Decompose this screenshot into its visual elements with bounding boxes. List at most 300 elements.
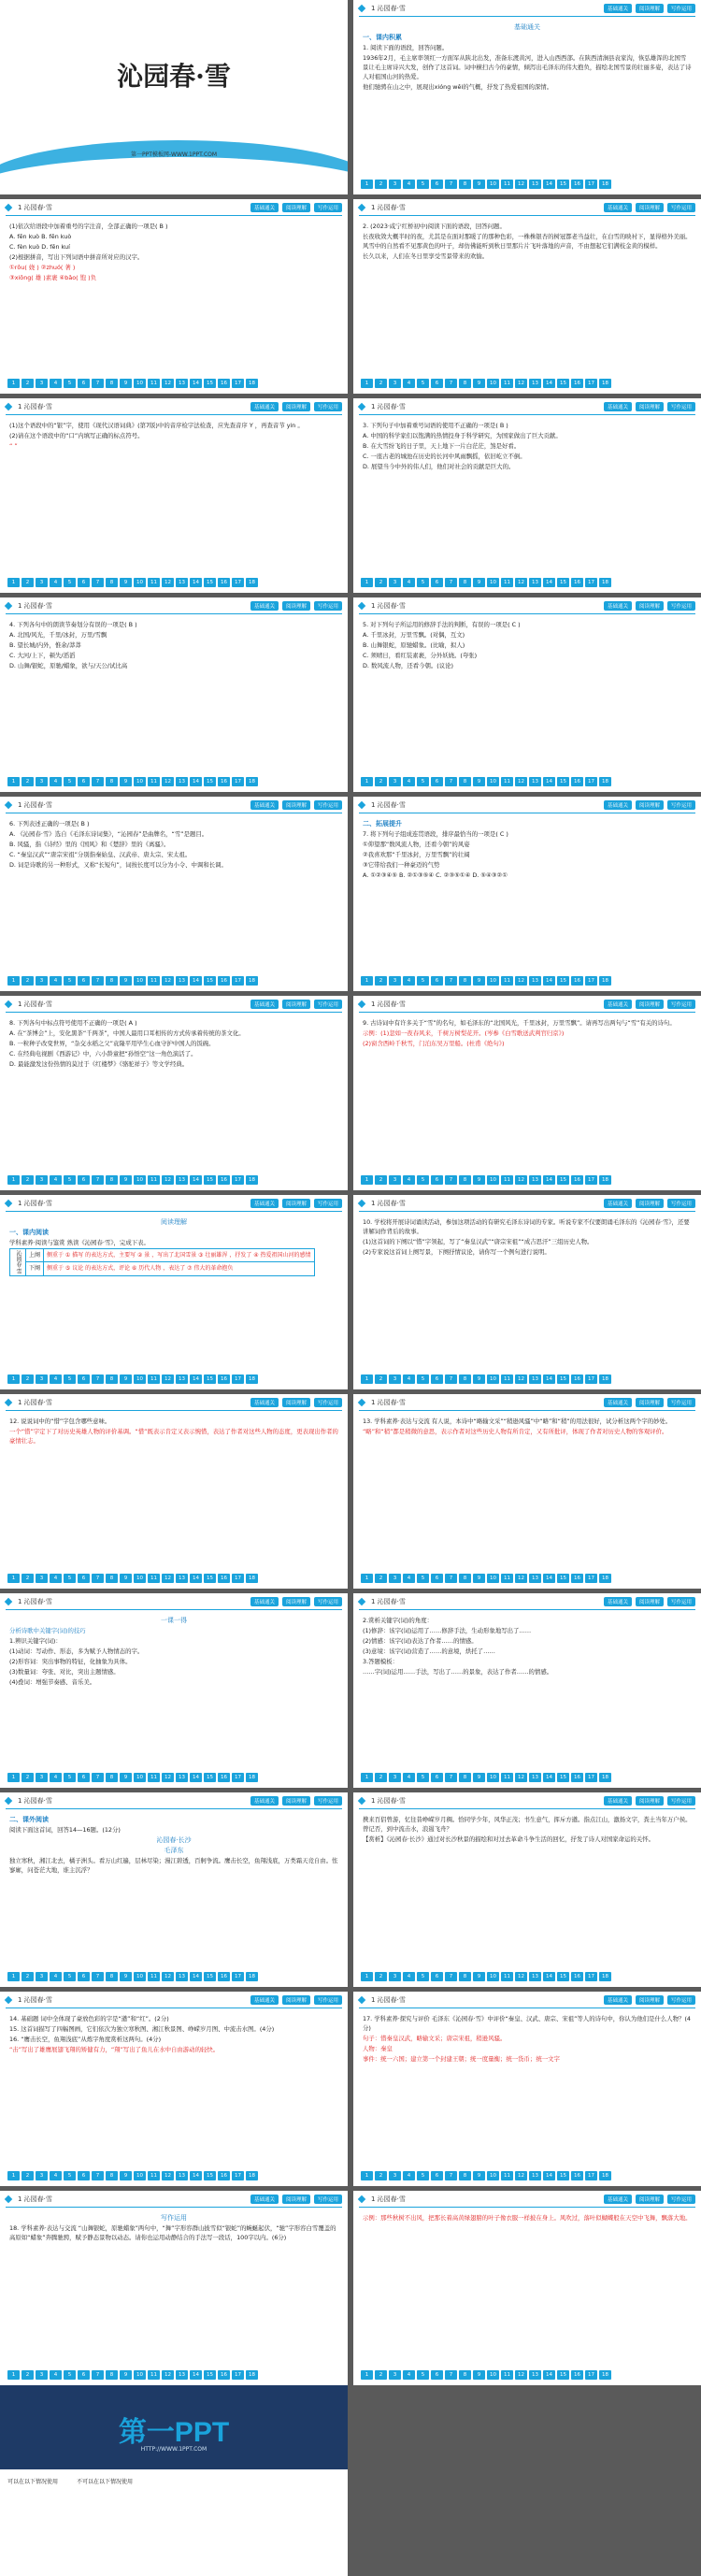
page-nav-button[interactable]: 10: [134, 1574, 146, 1583]
page-nav-button[interactable]: 6: [431, 180, 443, 189]
page-nav-button[interactable]: 5: [417, 1574, 429, 1583]
page-nav-button[interactable]: 11: [148, 1972, 160, 1981]
page-nav-button[interactable]: 4: [403, 777, 415, 786]
page-nav-button[interactable]: 15: [557, 1773, 569, 1782]
page-nav-button[interactable]: 7: [445, 1175, 457, 1185]
page-nav-button[interactable]: 9: [120, 2171, 132, 2180]
page-nav-button[interactable]: 8: [459, 2370, 471, 2380]
page-nav-button[interactable]: 1: [361, 777, 373, 786]
page-nav-button[interactable]: 13: [176, 2171, 188, 2180]
page-nav-button[interactable]: 7: [92, 1374, 104, 1384]
page-nav-button[interactable]: 3: [389, 1972, 401, 1981]
page-nav-button[interactable]: 2: [375, 1374, 387, 1384]
page-nav-button[interactable]: 11: [501, 1972, 513, 1981]
page-nav-button[interactable]: 1: [7, 976, 20, 986]
page-nav-button[interactable]: 16: [218, 777, 230, 786]
page-nav-button[interactable]: 18: [246, 1773, 258, 1782]
section-tab[interactable]: 基础通关: [250, 402, 279, 411]
page-nav-button[interactable]: 7: [445, 976, 457, 986]
page-nav-button[interactable]: 10: [487, 180, 499, 189]
page-nav-button[interactable]: 16: [571, 1972, 583, 1981]
page-nav-button[interactable]: 16: [571, 578, 583, 587]
page-nav-button[interactable]: 5: [64, 2171, 76, 2180]
section-tab[interactable]: 阅读理解: [636, 1995, 664, 2005]
section-tab[interactable]: 写作运用: [314, 1199, 342, 1208]
page-nav-button[interactable]: 1: [7, 777, 20, 786]
page-nav-button[interactable]: 13: [529, 1374, 541, 1384]
page-nav-button[interactable]: 6: [431, 777, 443, 786]
page-nav-button[interactable]: 12: [162, 578, 174, 587]
page-nav-button[interactable]: 17: [585, 1374, 597, 1384]
page-nav-button[interactable]: 17: [232, 1374, 244, 1384]
page-nav-button[interactable]: 11: [501, 1374, 513, 1384]
page-nav-button[interactable]: 2: [375, 379, 387, 388]
page-nav-button[interactable]: 16: [571, 180, 583, 189]
page-nav-button[interactable]: 18: [599, 2370, 611, 2380]
page-nav-button[interactable]: 12: [162, 1175, 174, 1185]
page-nav-button[interactable]: 9: [473, 379, 485, 388]
page-nav-button[interactable]: 15: [557, 379, 569, 388]
page-nav-button[interactable]: 16: [218, 976, 230, 986]
page-nav-button[interactable]: 18: [246, 379, 258, 388]
page-nav-button[interactable]: 1: [361, 976, 373, 986]
section-tab[interactable]: 阅读理解: [636, 800, 664, 810]
page-nav-button[interactable]: 3: [389, 578, 401, 587]
page-nav-button[interactable]: 18: [246, 976, 258, 986]
page-nav-button[interactable]: 17: [232, 1972, 244, 1981]
page-nav-button[interactable]: 8: [459, 2171, 471, 2180]
page-nav-button[interactable]: 15: [204, 1972, 216, 1981]
page-nav-button[interactable]: 11: [148, 976, 160, 986]
page-nav-button[interactable]: 6: [431, 1574, 443, 1583]
page-nav-button[interactable]: 4: [403, 1972, 415, 1981]
page-nav-button[interactable]: 15: [204, 2370, 216, 2380]
page-nav-button[interactable]: 18: [599, 976, 611, 986]
page-nav-button[interactable]: 10: [134, 578, 146, 587]
page-nav-button[interactable]: 4: [50, 379, 62, 388]
page-nav-button[interactable]: 13: [176, 578, 188, 587]
page-nav-button[interactable]: 14: [543, 777, 555, 786]
page-nav-button[interactable]: 18: [599, 777, 611, 786]
page-nav-button[interactable]: 9: [473, 976, 485, 986]
page-nav-button[interactable]: 3: [389, 1374, 401, 1384]
page-nav-button[interactable]: 16: [571, 1574, 583, 1583]
page-nav-button[interactable]: 10: [487, 2171, 499, 2180]
page-nav-button[interactable]: 14: [543, 2171, 555, 2180]
page-nav-button[interactable]: 5: [417, 777, 429, 786]
section-tab[interactable]: 基础通关: [604, 1000, 632, 1009]
page-nav-button[interactable]: 3: [389, 379, 401, 388]
page-nav-button[interactable]: 9: [120, 777, 132, 786]
section-tab[interactable]: 基础通关: [604, 1398, 632, 1407]
page-nav-button[interactable]: 2: [21, 1374, 34, 1384]
page-nav-button[interactable]: 1: [7, 2370, 20, 2380]
page-nav-button[interactable]: 4: [50, 2171, 62, 2180]
section-tab[interactable]: 写作运用: [314, 2195, 342, 2204]
page-nav-button[interactable]: 12: [162, 2171, 174, 2180]
page-nav-button[interactable]: 3: [389, 2171, 401, 2180]
section-tab[interactable]: 阅读理解: [282, 1995, 310, 2005]
page-nav-button[interactable]: 2: [375, 1773, 387, 1782]
section-tab[interactable]: 基础通关: [250, 2195, 279, 2204]
page-nav-button[interactable]: 7: [92, 379, 104, 388]
page-nav-button[interactable]: 3: [389, 1773, 401, 1782]
page-nav-button[interactable]: 13: [176, 1574, 188, 1583]
page-nav-button[interactable]: 7: [445, 1972, 457, 1981]
section-tab[interactable]: 基础通关: [604, 1995, 632, 2005]
page-nav-button[interactable]: 18: [246, 2370, 258, 2380]
page-nav-button[interactable]: 3: [36, 1972, 48, 1981]
page-nav-button[interactable]: 16: [571, 1374, 583, 1384]
page-nav-button[interactable]: 6: [431, 976, 443, 986]
page-nav-button[interactable]: 12: [515, 180, 527, 189]
page-nav-button[interactable]: 8: [106, 976, 118, 986]
page-nav-button[interactable]: 11: [501, 777, 513, 786]
page-nav-button[interactable]: 17: [585, 578, 597, 587]
page-nav-button[interactable]: 8: [459, 1773, 471, 1782]
page-nav-button[interactable]: 4: [403, 2370, 415, 2380]
page-nav-button[interactable]: 11: [148, 379, 160, 388]
page-nav-button[interactable]: 13: [529, 180, 541, 189]
page-nav-button[interactable]: 8: [106, 777, 118, 786]
page-nav-button[interactable]: 1: [361, 2370, 373, 2380]
section-tab[interactable]: 写作运用: [667, 1995, 695, 2005]
page-nav-button[interactable]: 18: [246, 777, 258, 786]
page-nav-button[interactable]: 15: [557, 1175, 569, 1185]
page-nav-button[interactable]: 6: [78, 2171, 90, 2180]
page-nav-button[interactable]: 3: [36, 777, 48, 786]
page-nav-button[interactable]: 8: [106, 1972, 118, 1981]
page-nav-button[interactable]: 2: [21, 2171, 34, 2180]
page-nav-button[interactable]: 8: [459, 1574, 471, 1583]
page-nav-button[interactable]: 7: [92, 1175, 104, 1185]
page-nav-button[interactable]: 4: [403, 578, 415, 587]
page-nav-button[interactable]: 11: [148, 578, 160, 587]
page-nav-button[interactable]: 8: [459, 1374, 471, 1384]
page-nav-button[interactable]: 17: [585, 2370, 597, 2380]
page-nav-button[interactable]: 17: [232, 1175, 244, 1185]
page-nav-button[interactable]: 8: [106, 2370, 118, 2380]
page-nav-button[interactable]: 7: [445, 1773, 457, 1782]
page-nav-button[interactable]: 10: [487, 1773, 499, 1782]
page-nav-button[interactable]: 18: [599, 578, 611, 587]
page-nav-button[interactable]: 6: [78, 1773, 90, 1782]
page-nav-button[interactable]: 9: [473, 777, 485, 786]
page-nav-button[interactable]: 6: [431, 1374, 443, 1384]
section-tab[interactable]: 基础通关: [250, 1000, 279, 1009]
page-nav-button[interactable]: 4: [50, 777, 62, 786]
page-nav-button[interactable]: 4: [403, 2171, 415, 2180]
page-nav-button[interactable]: 17: [585, 1972, 597, 1981]
section-tab[interactable]: 基础通关: [250, 800, 279, 810]
page-nav-button[interactable]: 3: [389, 180, 401, 189]
page-nav-button[interactable]: 2: [21, 777, 34, 786]
page-nav-button[interactable]: 4: [403, 1175, 415, 1185]
page-nav-button[interactable]: 15: [557, 2370, 569, 2380]
page-nav-button[interactable]: 11: [148, 2171, 160, 2180]
page-nav-button[interactable]: 13: [176, 1773, 188, 1782]
page-nav-button[interactable]: 10: [134, 379, 146, 388]
page-nav-button[interactable]: 11: [148, 777, 160, 786]
page-nav-button[interactable]: 12: [162, 976, 174, 986]
page-nav-button[interactable]: 4: [403, 1773, 415, 1782]
page-nav-button[interactable]: 11: [501, 976, 513, 986]
page-nav-button[interactable]: 16: [571, 1773, 583, 1782]
page-nav-button[interactable]: 12: [162, 777, 174, 786]
section-tab[interactable]: 写作运用: [314, 203, 342, 212]
page-nav-button[interactable]: 13: [176, 1175, 188, 1185]
section-tab[interactable]: 基础通关: [604, 800, 632, 810]
page-nav-button[interactable]: 3: [389, 976, 401, 986]
page-nav-button[interactable]: 4: [50, 1175, 62, 1185]
section-tab[interactable]: 基础通关: [250, 1995, 279, 2005]
page-nav-button[interactable]: 4: [403, 180, 415, 189]
page-nav-button[interactable]: 9: [120, 578, 132, 587]
page-nav-button[interactable]: 6: [78, 379, 90, 388]
section-tab[interactable]: 写作运用: [667, 800, 695, 810]
page-nav-button[interactable]: 14: [190, 976, 202, 986]
page-nav-button[interactable]: 9: [473, 1972, 485, 1981]
page-nav-button[interactable]: 3: [36, 1773, 48, 1782]
page-nav-button[interactable]: 12: [515, 578, 527, 587]
page-nav-button[interactable]: 2: [21, 1574, 34, 1583]
page-nav-button[interactable]: 18: [599, 1374, 611, 1384]
page-nav-button[interactable]: 9: [473, 1175, 485, 1185]
page-nav-button[interactable]: 6: [78, 1175, 90, 1185]
section-tab[interactable]: 写作运用: [314, 1995, 342, 2005]
page-nav-button[interactable]: 14: [190, 1175, 202, 1185]
page-nav-button[interactable]: 10: [487, 379, 499, 388]
page-nav-button[interactable]: 5: [64, 777, 76, 786]
page-nav-button[interactable]: 13: [176, 777, 188, 786]
page-nav-button[interactable]: 7: [445, 379, 457, 388]
page-nav-button[interactable]: 14: [543, 1773, 555, 1782]
page-nav-button[interactable]: 4: [403, 1574, 415, 1583]
page-nav-button[interactable]: 9: [473, 1773, 485, 1782]
section-tab[interactable]: 基础通关: [250, 601, 279, 611]
section-tab[interactable]: 阅读理解: [282, 601, 310, 611]
page-nav-button[interactable]: 11: [501, 1773, 513, 1782]
page-nav-button[interactable]: 7: [445, 180, 457, 189]
page-nav-button[interactable]: 9: [120, 1374, 132, 1384]
page-nav-button[interactable]: 10: [487, 1972, 499, 1981]
page-nav-button[interactable]: 14: [190, 777, 202, 786]
page-nav-button[interactable]: 10: [487, 777, 499, 786]
section-tab[interactable]: 基础通关: [604, 1796, 632, 1806]
page-nav-button[interactable]: 6: [431, 1773, 443, 1782]
page-nav-button[interactable]: 5: [64, 1374, 76, 1384]
page-nav-button[interactable]: 9: [473, 578, 485, 587]
page-nav-button[interactable]: 7: [92, 578, 104, 587]
page-nav-button[interactable]: 2: [375, 1175, 387, 1185]
section-tab[interactable]: 写作运用: [314, 1000, 342, 1009]
page-nav-button[interactable]: 1: [7, 578, 20, 587]
page-nav-button[interactable]: 17: [585, 180, 597, 189]
page-nav-button[interactable]: 5: [417, 2370, 429, 2380]
page-nav-button[interactable]: 1: [7, 2171, 20, 2180]
page-nav-button[interactable]: 18: [599, 1972, 611, 1981]
page-nav-button[interactable]: 10: [134, 1773, 146, 1782]
page-nav-button[interactable]: 16: [218, 1175, 230, 1185]
page-nav-button[interactable]: 11: [501, 578, 513, 587]
page-nav-button[interactable]: 3: [36, 2370, 48, 2380]
page-nav-button[interactable]: 15: [204, 379, 216, 388]
page-nav-button[interactable]: 2: [21, 2370, 34, 2380]
page-nav-button[interactable]: 2: [21, 1773, 34, 1782]
page-nav-button[interactable]: 7: [92, 1972, 104, 1981]
page-nav-button[interactable]: 15: [557, 180, 569, 189]
section-tab[interactable]: 阅读理解: [636, 4, 664, 13]
section-tab[interactable]: 写作运用: [314, 800, 342, 810]
section-tab[interactable]: 写作运用: [667, 402, 695, 411]
page-nav-button[interactable]: 3: [36, 379, 48, 388]
page-nav-button[interactable]: 9: [120, 976, 132, 986]
page-nav-button[interactable]: 12: [515, 777, 527, 786]
page-nav-button[interactable]: 12: [162, 1773, 174, 1782]
page-nav-button[interactable]: 4: [50, 2370, 62, 2380]
page-nav-button[interactable]: 17: [232, 1574, 244, 1583]
page-nav-button[interactable]: 7: [445, 1574, 457, 1583]
section-tab[interactable]: 写作运用: [314, 402, 342, 411]
page-nav-button[interactable]: 3: [389, 1175, 401, 1185]
page-nav-button[interactable]: 13: [529, 2171, 541, 2180]
page-nav-button[interactable]: 13: [529, 1972, 541, 1981]
page-nav-button[interactable]: 2: [21, 1175, 34, 1185]
page-nav-button[interactable]: 18: [246, 2171, 258, 2180]
page-nav-button[interactable]: 7: [445, 777, 457, 786]
page-nav-button[interactable]: 10: [134, 1374, 146, 1384]
section-tab[interactable]: 阅读理解: [636, 1597, 664, 1606]
page-nav-button[interactable]: 2: [375, 976, 387, 986]
page-nav-button[interactable]: 13: [529, 2370, 541, 2380]
page-nav-button[interactable]: 14: [543, 1972, 555, 1981]
page-nav-button[interactable]: 17: [232, 1773, 244, 1782]
page-nav-button[interactable]: 1: [361, 180, 373, 189]
page-nav-button[interactable]: 11: [148, 1773, 160, 1782]
page-nav-button[interactable]: 5: [64, 1773, 76, 1782]
page-nav-button[interactable]: 7: [445, 2171, 457, 2180]
page-nav-button[interactable]: 11: [148, 1175, 160, 1185]
page-nav-button[interactable]: 17: [585, 1175, 597, 1185]
page-nav-button[interactable]: 14: [190, 1773, 202, 1782]
page-nav-button[interactable]: 10: [487, 1175, 499, 1185]
page-nav-button[interactable]: 11: [148, 2370, 160, 2380]
page-nav-button[interactable]: 17: [585, 777, 597, 786]
page-nav-button[interactable]: 4: [403, 1374, 415, 1384]
page-nav-button[interactable]: 6: [431, 578, 443, 587]
page-nav-button[interactable]: 2: [375, 777, 387, 786]
page-nav-button[interactable]: 17: [232, 976, 244, 986]
page-nav-button[interactable]: 1: [361, 1773, 373, 1782]
page-nav-button[interactable]: 15: [204, 1175, 216, 1185]
page-nav-button[interactable]: 17: [585, 379, 597, 388]
page-nav-button[interactable]: 8: [459, 1972, 471, 1981]
page-nav-button[interactable]: 12: [162, 1574, 174, 1583]
page-nav-button[interactable]: 13: [529, 1574, 541, 1583]
page-nav-button[interactable]: 10: [134, 976, 146, 986]
page-nav-button[interactable]: 8: [106, 1773, 118, 1782]
page-nav-button[interactable]: 16: [571, 2370, 583, 2380]
page-nav-button[interactable]: 16: [218, 1972, 230, 1981]
page-nav-button[interactable]: 9: [473, 2171, 485, 2180]
page-nav-button[interactable]: 6: [431, 2370, 443, 2380]
page-nav-button[interactable]: 6: [78, 777, 90, 786]
page-nav-button[interactable]: 8: [459, 379, 471, 388]
page-nav-button[interactable]: 7: [92, 1773, 104, 1782]
section-tab[interactable]: 基础通关: [250, 203, 279, 212]
page-nav-button[interactable]: 10: [134, 1175, 146, 1185]
page-nav-button[interactable]: 4: [50, 1972, 62, 1981]
page-nav-button[interactable]: 8: [459, 578, 471, 587]
page-nav-button[interactable]: 18: [599, 180, 611, 189]
page-nav-button[interactable]: 8: [459, 1175, 471, 1185]
page-nav-button[interactable]: 9: [120, 1574, 132, 1583]
page-nav-button[interactable]: 5: [64, 578, 76, 587]
page-nav-button[interactable]: 9: [120, 2370, 132, 2380]
page-nav-button[interactable]: 17: [585, 1773, 597, 1782]
section-tab[interactable]: 阅读理解: [636, 1199, 664, 1208]
page-nav-button[interactable]: 17: [585, 2171, 597, 2180]
page-nav-button[interactable]: 14: [543, 976, 555, 986]
page-nav-button[interactable]: 18: [246, 578, 258, 587]
page-nav-button[interactable]: 12: [515, 1972, 527, 1981]
page-nav-button[interactable]: 11: [501, 2370, 513, 2380]
page-nav-button[interactable]: 2: [21, 578, 34, 587]
page-nav-button[interactable]: 16: [218, 1574, 230, 1583]
page-nav-button[interactable]: 14: [543, 578, 555, 587]
section-tab[interactable]: 写作运用: [314, 601, 342, 611]
page-nav-button[interactable]: 15: [204, 1374, 216, 1384]
page-nav-button[interactable]: 2: [375, 1574, 387, 1583]
page-nav-button[interactable]: 9: [473, 1374, 485, 1384]
section-tab[interactable]: 阅读理解: [282, 1597, 310, 1606]
page-nav-button[interactable]: 5: [64, 1574, 76, 1583]
page-nav-button[interactable]: 11: [501, 1574, 513, 1583]
section-tab[interactable]: 写作运用: [667, 1398, 695, 1407]
section-tab[interactable]: 基础通关: [604, 601, 632, 611]
page-nav-button[interactable]: 15: [204, 976, 216, 986]
section-tab[interactable]: 阅读理解: [636, 2195, 664, 2204]
page-nav-button[interactable]: 17: [585, 976, 597, 986]
page-nav-button[interactable]: 17: [232, 2370, 244, 2380]
section-tab[interactable]: 写作运用: [314, 1597, 342, 1606]
page-nav-button[interactable]: 1: [361, 379, 373, 388]
section-tab[interactable]: 阅读理解: [282, 2195, 310, 2204]
page-nav-button[interactable]: 15: [557, 1972, 569, 1981]
section-tab[interactable]: 写作运用: [667, 601, 695, 611]
page-nav-button[interactable]: 9: [120, 1175, 132, 1185]
page-nav-button[interactable]: 8: [459, 777, 471, 786]
page-nav-button[interactable]: 15: [557, 2171, 569, 2180]
page-nav-button[interactable]: 6: [431, 2171, 443, 2180]
page-nav-button[interactable]: 18: [246, 1374, 258, 1384]
page-nav-button[interactable]: 5: [64, 1175, 76, 1185]
page-nav-button[interactable]: 14: [190, 2370, 202, 2380]
page-nav-button[interactable]: 12: [515, 1374, 527, 1384]
page-nav-button[interactable]: 7: [445, 1374, 457, 1384]
page-nav-button[interactable]: 12: [515, 1175, 527, 1185]
page-nav-button[interactable]: 6: [78, 1374, 90, 1384]
page-nav-button[interactable]: 10: [487, 1374, 499, 1384]
section-tab[interactable]: 基础通关: [604, 4, 632, 13]
section-tab[interactable]: 阅读理解: [636, 1000, 664, 1009]
page-nav-button[interactable]: 15: [557, 777, 569, 786]
page-nav-button[interactable]: 5: [64, 2370, 76, 2380]
section-tab[interactable]: 阅读理解: [636, 203, 664, 212]
section-tab[interactable]: 基础通关: [604, 203, 632, 212]
page-nav-button[interactable]: 9: [120, 1972, 132, 1981]
page-nav-button[interactable]: 10: [134, 1972, 146, 1981]
